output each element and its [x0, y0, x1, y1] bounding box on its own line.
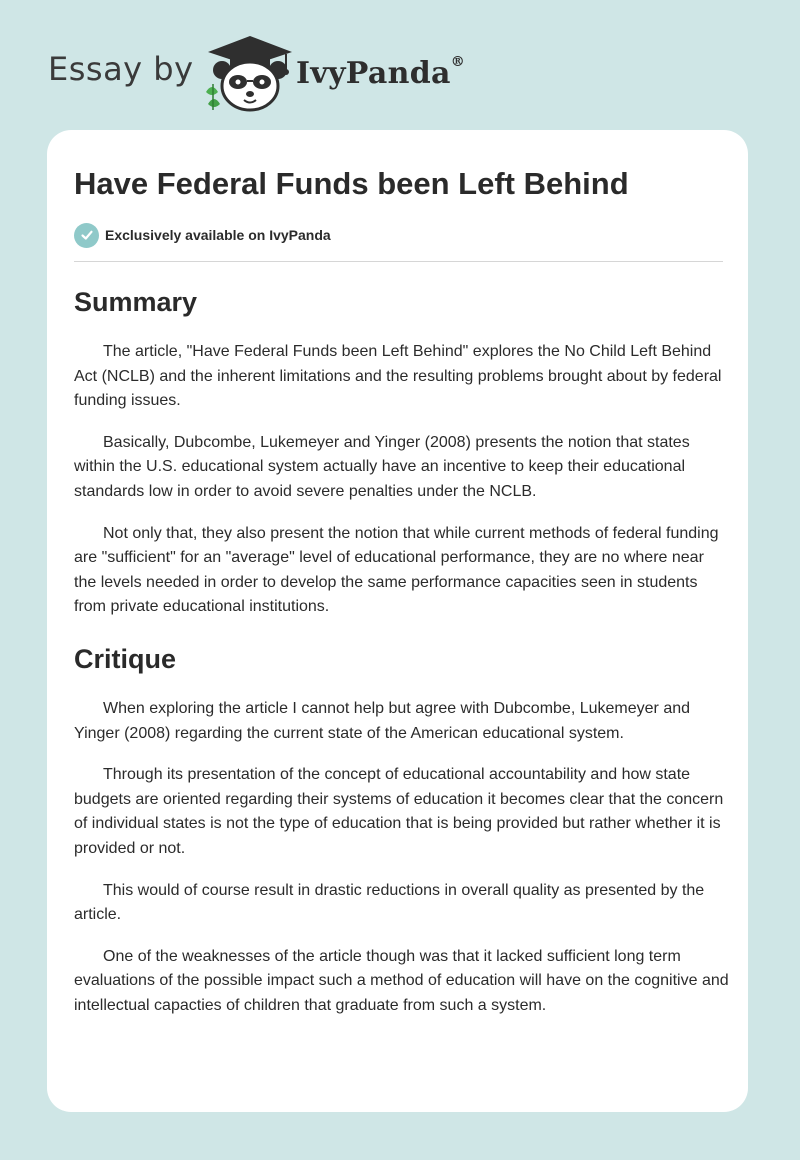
site-header	[0, 0, 800, 130]
panda-graduate-logo-icon[interactable]	[200, 34, 300, 112]
section-heading: Critique	[74, 643, 177, 674]
brand-name[interactable]	[296, 56, 465, 91]
paragraph: The article, "Have Federal Funds been Left Behind" explores the No Child Left Behind Act (NCLB) and the inherent limitations and the resulting problems brought about by federal funding issues.	[74, 343, 722, 410]
exclusive-badge	[74, 222, 331, 248]
essay-by-label: Essay by	[48, 50, 194, 88]
check-icon	[74, 223, 99, 248]
essay-card	[47, 130, 748, 1112]
paragraph: Through its presentation of the concept of educational accountability and how state budgets are oriented regarding their systems of education it becomes clear that the concern of individual states is not the type of education that is being provided but rather whether it is provided or not.	[74, 766, 724, 857]
badge-label: Exclusively available on IvyPanda	[105, 227, 331, 243]
paragraph: One of the weaknesses of the article though was that it lacked sufficient long term evaluations of the possible impact such a method of education will have on the cognitive and intellectual capacties of children that graduate from such a system.	[74, 947, 729, 1014]
summary-section	[74, 280, 729, 620]
paragraph: This would of course result in drastic reductions in overall quality as presented by the article.	[74, 881, 705, 924]
brand-text: IvyPanda	[296, 56, 451, 91]
page-title: Have Federal Funds been Left Behind	[74, 166, 629, 201]
paragraph: When exploring the article I cannot help but agree with Dubcombe, Lukemeyer and Yinger (2008) regarding the current state of the American educational system.	[74, 699, 691, 742]
section-heading: Summary	[74, 287, 198, 317]
divider	[74, 261, 723, 262]
paragraph: Basically, Dubcombe, Lukemeyer and Yinger (2008) presents the notion that states within the U.S. educational system actually have an incentive to keep their educational standards low in order to avoid severe penalties under the NCLB.	[74, 433, 690, 500]
critique-section	[74, 637, 729, 1019]
article-body	[74, 280, 729, 1035]
paragraph: Not only that, they also present the notion that while current methods of federal funding are "sufficient" for an "average" level of educational performance, they are no where near the levels needed in order to develop the same performance capacities seen in students from private educational institutions.	[74, 524, 719, 616]
registered-mark: ®	[450, 54, 466, 70]
